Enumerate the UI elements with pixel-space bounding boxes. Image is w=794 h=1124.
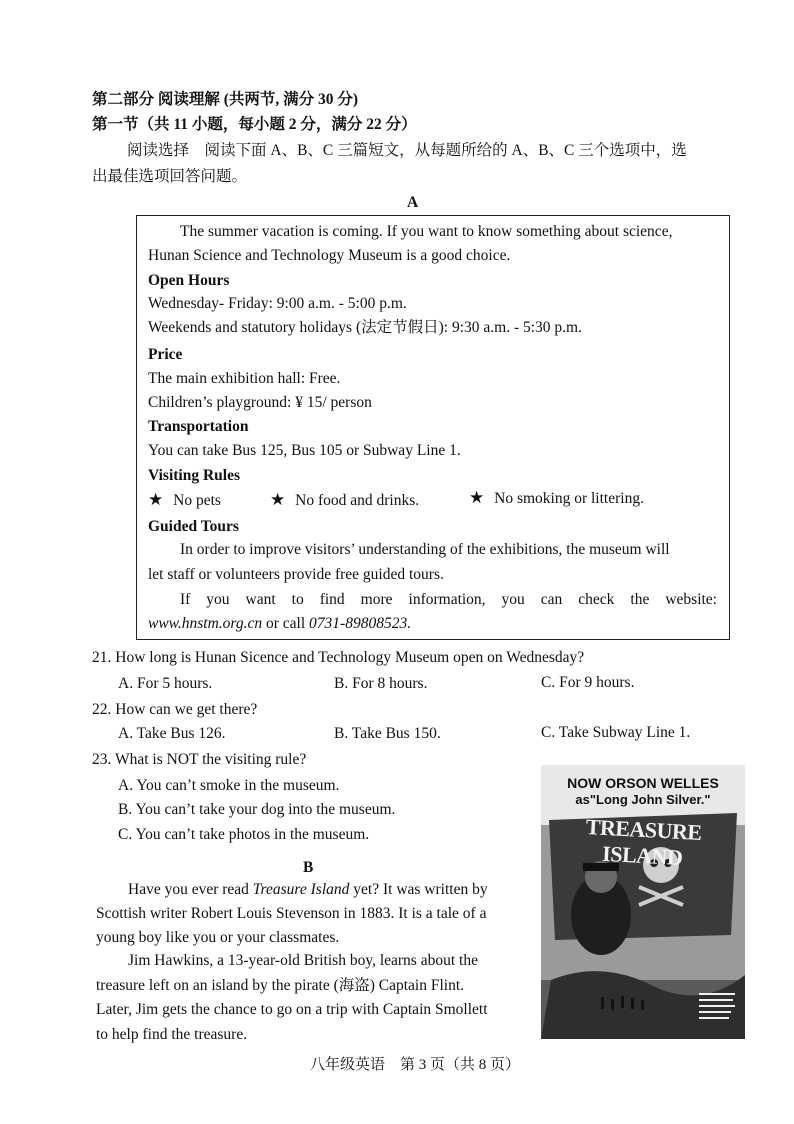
q23-option-b: B. You can’t take your dog into the museum. — [118, 801, 396, 818]
q21-option-a: A. For 5 hours. — [118, 675, 213, 692]
price-main-hall: The main exhibition hall: Free. — [148, 370, 341, 387]
text-span: Have you ever read — [128, 881, 253, 898]
question-22: 22. How can we get there? — [92, 701, 258, 718]
passage-b-label: B — [303, 859, 314, 876]
transportation-text: You can take Bus 125, Bus 105 or Subway Line 1. — [148, 442, 461, 459]
movie-poster-image — [541, 765, 745, 1039]
passage-b-line-6: Later, Jim gets the chance to go on a trip with Captain Smollett — [96, 1001, 488, 1018]
rule-item — [148, 489, 221, 512]
rule-item — [270, 489, 419, 512]
guided-tours-heading: Guided Tours — [148, 518, 239, 535]
website-text: www.hnstm.org.cn — [148, 615, 263, 632]
poster-headline: NOW ORSON WELLES — [567, 775, 719, 791]
contact-line — [148, 613, 411, 635]
q23-option-a: A. You can’t smoke in the museum. — [118, 777, 340, 794]
open-hours-heading: Open Hours — [148, 272, 230, 289]
section-heading: 第一节（共 11 小题，每小题 2 分，满分 22 分） — [92, 116, 417, 133]
rule-text: No pets — [173, 492, 221, 509]
instruction-line-1: 阅读选择 阅读下面 A、B、C 三篇短文，从每题所给的 A、B、C 三个选项中，选 — [127, 142, 687, 159]
more-info-line: If you want to find more information, you can check the website: — [180, 591, 717, 608]
instruction-line-2: 出最佳选项回答问题。 — [92, 168, 248, 185]
poster-subline: as"Long John Silver." — [575, 792, 711, 807]
passage-b-line-4: Jim Hawkins, a 13-year-old British boy, learns about the — [128, 952, 478, 969]
text-span: yet? It was written by — [349, 881, 488, 898]
star-icon: ★ — [469, 488, 485, 507]
q21-option-b: B. For 8 hours. — [334, 675, 428, 692]
star-icon: ★ — [148, 490, 164, 509]
passage-b-line-7: to help find the treasure. — [96, 1026, 248, 1043]
price-playground: Children’s playground: ¥ 15/ person — [148, 394, 372, 411]
rule-text: No food and drinks. — [295, 492, 420, 509]
q22-option-a: A. Take Bus 126. — [118, 725, 226, 742]
rule-text: No smoking or littering. — [494, 490, 644, 507]
open-hours-weekend: Weekends and statutory holidays (法定节假日): 9:30 a.m. - 5:30 p.m. — [148, 319, 582, 336]
passage-a-label: A — [407, 194, 419, 211]
phone-text: 0731-89808523. — [309, 615, 412, 632]
q22-option-b: B. Take Bus 150. — [334, 725, 441, 742]
visiting-rules-heading: Visiting Rules — [148, 467, 241, 484]
question-23: 23. What is NOT the visiting rule? — [92, 751, 307, 768]
q21-option-c: C. For 9 hours. — [541, 674, 635, 691]
question-21: 21. How long is Hunan Sicence and Technology Museum open on Wednesday? — [92, 649, 585, 666]
price-heading: Price — [148, 346, 183, 363]
open-hours-weekday: Wednesday- Friday: 9:00 a.m. - 5:00 p.m. — [148, 295, 407, 312]
part-heading: 第二部分 阅读理解 (共两节, 满分 30 分) — [92, 91, 359, 108]
tours-line-1: In order to improve visitors’ understanding of the exhibitions, the museum will — [180, 541, 670, 558]
q22-option-c: C. Take Subway Line 1. — [541, 724, 691, 741]
q23-option-c: C. You can’t take photos in the museum. — [118, 826, 370, 843]
intro-line-2: Hunan Science and Technology Museum is a good choice. — [148, 247, 511, 264]
passage-b-line-2: Scottish writer Robert Louis Stevenson in 1883. It is a tale of a — [96, 905, 487, 922]
page-footer: 八年级英语 第 3 页（共 8 页） — [310, 1057, 521, 1073]
transportation-heading: Transportation — [148, 418, 249, 435]
rule-item — [469, 487, 644, 510]
intro-line-1: The summer vacation is coming. If you want to know something about science, — [180, 223, 673, 240]
passage-b-line-3: young boy like you or your classmates. — [96, 929, 340, 946]
book-title: Treasure Island — [252, 881, 350, 898]
call-text: or call — [262, 615, 310, 632]
passage-b-line-5: treasure left on an island by the pirate (海盗) Captain Flint. — [96, 977, 465, 994]
tours-line-2: let staff or volunteers provide free guided tours. — [148, 566, 444, 583]
star-icon: ★ — [270, 490, 286, 509]
poster-title: TREASURE ISLAND — [585, 814, 703, 871]
passage-b-line-1 — [128, 879, 488, 901]
